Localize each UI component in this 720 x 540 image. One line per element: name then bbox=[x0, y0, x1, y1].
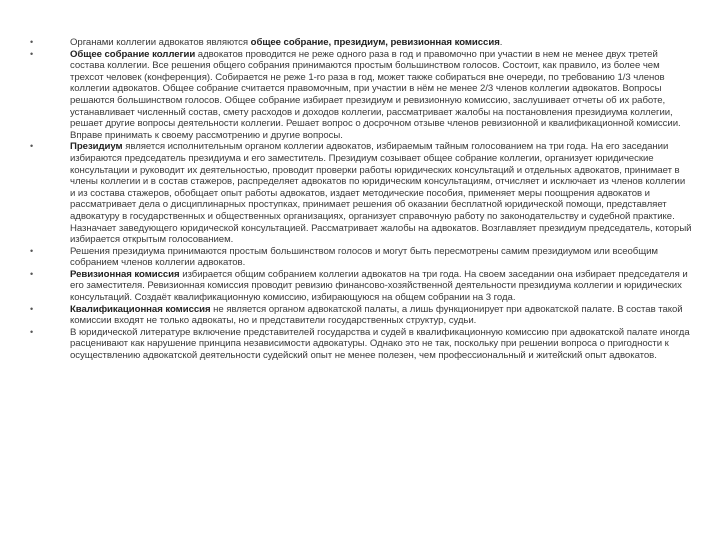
item-text: Общее собрание коллегии адвокатов проводится не реже одного раза в год и правомочно при участии в нем не менее двух третей состава коллегии. Все решения общего собрания принимаются простым большинством голосов. Состоит, как правило, из более чем трехсот человек (конференция). Собирается не реже 1-го раза в год, может также собираться вне очереди, по требованию 1/3 членов коллегии адвокатов. Общее собрание считается правомочным, при участии в нём не менее 2/3 членов коллегии адвокатов. Вопросы решаются большинством голосов. Общее собрание избирает президиум и ревизионную комиссию, заслушивает отчеты об их работе, устанавливает численный состав, смету расходов и доходов коллегии, рассматривает жалобы на постановления президиума коллегии, решает другие вопросы деятельности коллегии. Решает вопрос о досрочном отзыве членов ревизионной и квалификационной комиссии. Вправе принимать к своему рассмотрению и другие вопросы. bbox=[70, 48, 681, 141]
bullet-icon: • bbox=[30, 268, 34, 279]
bullet-icon: • bbox=[30, 37, 34, 47]
list-item-presidium bbox=[30, 141, 692, 245]
item-text: Ревизионная комиссия избирается общим собранием коллегии адвокатов на три года. На своем заседании она избирает председателя и его заместителя. Ревизионная комиссия проводит ревизию финансово-хозяйственной деятельности президиума коллегии и юридических консультаций. Создаёт квалификационную комиссию, избирающуюся на общем собрании на 3 года. bbox=[70, 268, 688, 304]
list-item-organs bbox=[30, 37, 692, 49]
list-item-literature bbox=[30, 327, 692, 362]
list-item-audit-commission bbox=[30, 269, 692, 304]
item-text: Квалификационная комиссия не является органом адвокатской палаты, а лишь функционирует при адвокатской палате. В состав такой комиссии входят не только адвокаты, но и представители государственных структур, судьи. bbox=[70, 303, 683, 327]
item-text: Решения президиума принимаются простым большинством голосов и могут быть пересмотрены самим президиумом или всеобщим собранием членов коллегии адвокатов. bbox=[70, 245, 658, 269]
bullet-icon: • bbox=[30, 48, 34, 59]
bullet-icon: • bbox=[30, 303, 34, 314]
item-text: Президиум является исполнительным органом коллегии адвокатов, избираемым тайным голосованием на три года. На его заседании избираются председатель президиума и его заместитель. Президиум созывает общее собрание коллегии, организует юридические консультации и руководит их деятельностью, проводит проверки работы юридических консультаций и отдельных адвокатов, принимает в члены коллегии и в состав стажеров, распределяет адвокатов по юридическим консультациям, отчисляет и исключает из членов коллегии и из состава стажеров, обобщает опыт работы адвокатов, издает методические пособия, применяет меры поощрения адвокатов и рассматривает дела о дисциплинарных проступках, принимает решения об оказании бесплатной юридической помощи, представляет адвокатуру в государственных и общественных организациях, организует справочную работу по законодательству и судебной практике. Назначает заведующего юридической консультацией. Рассматривает жалобы на адвокатов. Возглавляет президиум председатель, который избирается открытым голосованием. bbox=[70, 141, 692, 246]
bullet-icon: • bbox=[30, 326, 34, 337]
item-text: Органами коллегии адвокатов являются общее собрание, президиум, ревизионная комиссия. bbox=[70, 37, 503, 48]
list-item-general-meeting bbox=[30, 49, 692, 142]
list-item-presidium-decisions bbox=[30, 246, 692, 269]
item-text: В юридической литературе включение представителей государства и судей в квалификационную комиссию при адвокатской палате иногда расценивают как нарушение принципа независимости адвокатуры. Однако это не так, поскольку при решении вопроса о пригодности к осуществлению адвокатской деятельности судейский опыт не менее полезен, чем профессиональный и житейский опыт адвокатов. bbox=[70, 326, 690, 362]
bullet-icon: • bbox=[30, 141, 34, 152]
list-item-qualification-commission bbox=[30, 304, 692, 327]
bullet-list bbox=[30, 37, 692, 362]
bullet-icon: • bbox=[30, 245, 34, 256]
